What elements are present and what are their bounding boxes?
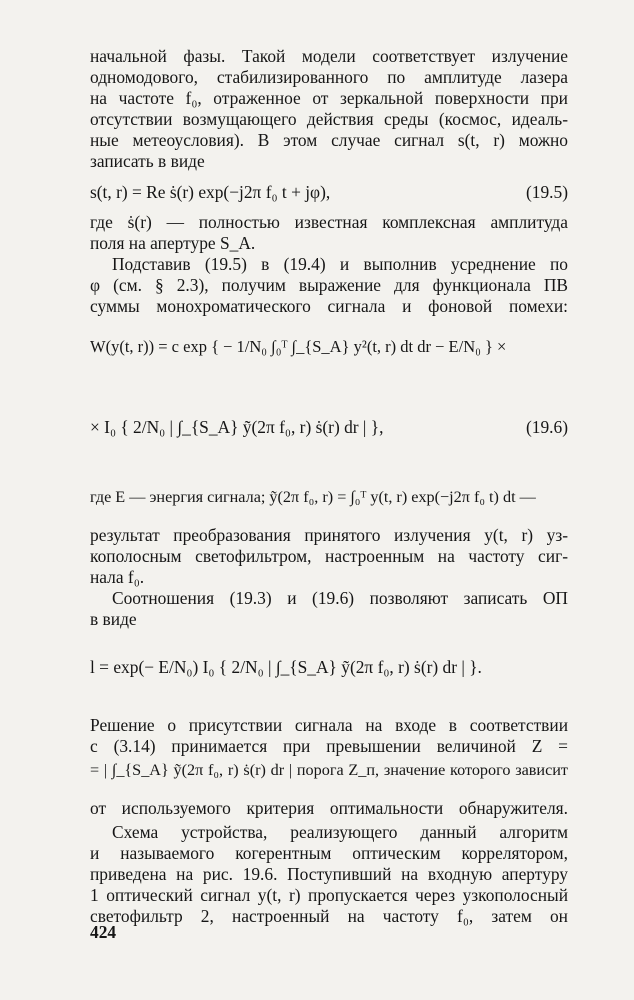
text-line: φ (см. § 2.3), получим выражение для функционала ПВ [90,275,568,295]
equation-number: (19.6) [525,417,568,437]
text-line: и называемого когерентным оптическим коррелятором, [90,843,568,863]
text-line: поля на апертуре S_A. [90,233,256,253]
text-line: 1 оптический сигнал y(t, r) пропускается через узкополосный [90,885,568,905]
text-line: на частоте f₀, отраженное от зеркальной поверхности при [90,88,568,108]
text-line: Решение о присутствии сигнала на входе в соответствии [90,715,568,735]
text-line: где E — энергия сигнала; ỹ(2π f₀, r) = ∫₀ᵀ y(t, r) exp(−j2π f₀ t) dt — [90,488,536,506]
equation-19-5-formula: s(t, r) = Re ṡ(r) exp(−j2π f₀ t + jφ), [90,182,331,202]
text-line: ные метеоусловия). В этом случае сигнал s(t, r) можно [90,130,568,150]
equation-19-6-line-1: W(y(t, r)) = c exp { − 1/N₀ ∫₀ᵀ ∫_{S_A} y²(t, r) dt dr − E/N₀ } × [90,337,507,356]
text-line: нала f₀. [90,567,145,587]
text-line: кополосным светофильтром, настроенным на частоту сиг- [90,546,568,566]
text-line: начальной фазы. Такой модели соответствует излучение [90,46,568,66]
text-line: Схема устройства, реализующего данный алгоритм [112,822,568,842]
page-number: 424 [90,922,117,942]
text-line: результат преобразования принятого излучения y(t, r) уз- [90,525,568,545]
text-line: суммы монохроматического сигнала и фоновой помехи: [90,296,568,316]
text-line: светофильтр 2, настроенный на частоту f₀, затем он [90,906,568,926]
equation-19-6-formula: × I₀ { 2/N₀ | ∫_{S_A} ỹ(2π f₀, r) ṡ(r) dr | }, [90,417,384,437]
text-line: одномодового, стабилизированного по амплитуде лазера [90,67,568,87]
text-line: в виде [90,609,137,629]
equation-likelihood-ratio: l = exp(− E/N₀) I₀ { 2/N₀ | ∫_{S_A} ỹ(2π f₀, r) ṡ(r) dr | }. [90,657,482,677]
text-line: записать в виде [90,151,205,171]
text-line: = | ∫_{S_A} ỹ(2π f₀, r) ṡ(r) dr | порога Z_п, значение которого зависит [90,761,568,779]
text-line: где ṡ(r) — полностью известная комплексная амплитуда [90,212,568,232]
equation-19-6-line-2 [90,415,568,439]
text-line: от используемого критерия оптимальности обнаружителя. [90,798,568,818]
text-line: Соотношения (19.3) и (19.6) позволяют записать ОП [112,588,568,608]
text-line: с (3.14) принимается при превышении величиной Z = [90,736,568,756]
text-line: приведена на рис. 19.6. Поступивший на входную апертуру [90,864,568,884]
equation-number: (19.5) [525,182,568,202]
text-line: отсутствии возмущающего действия среды (космос, идеаль- [90,109,568,129]
text-line: Подставив (19.5) в (19.4) и выполнив усреднение по [112,254,568,274]
equation-19-5 [90,180,568,204]
